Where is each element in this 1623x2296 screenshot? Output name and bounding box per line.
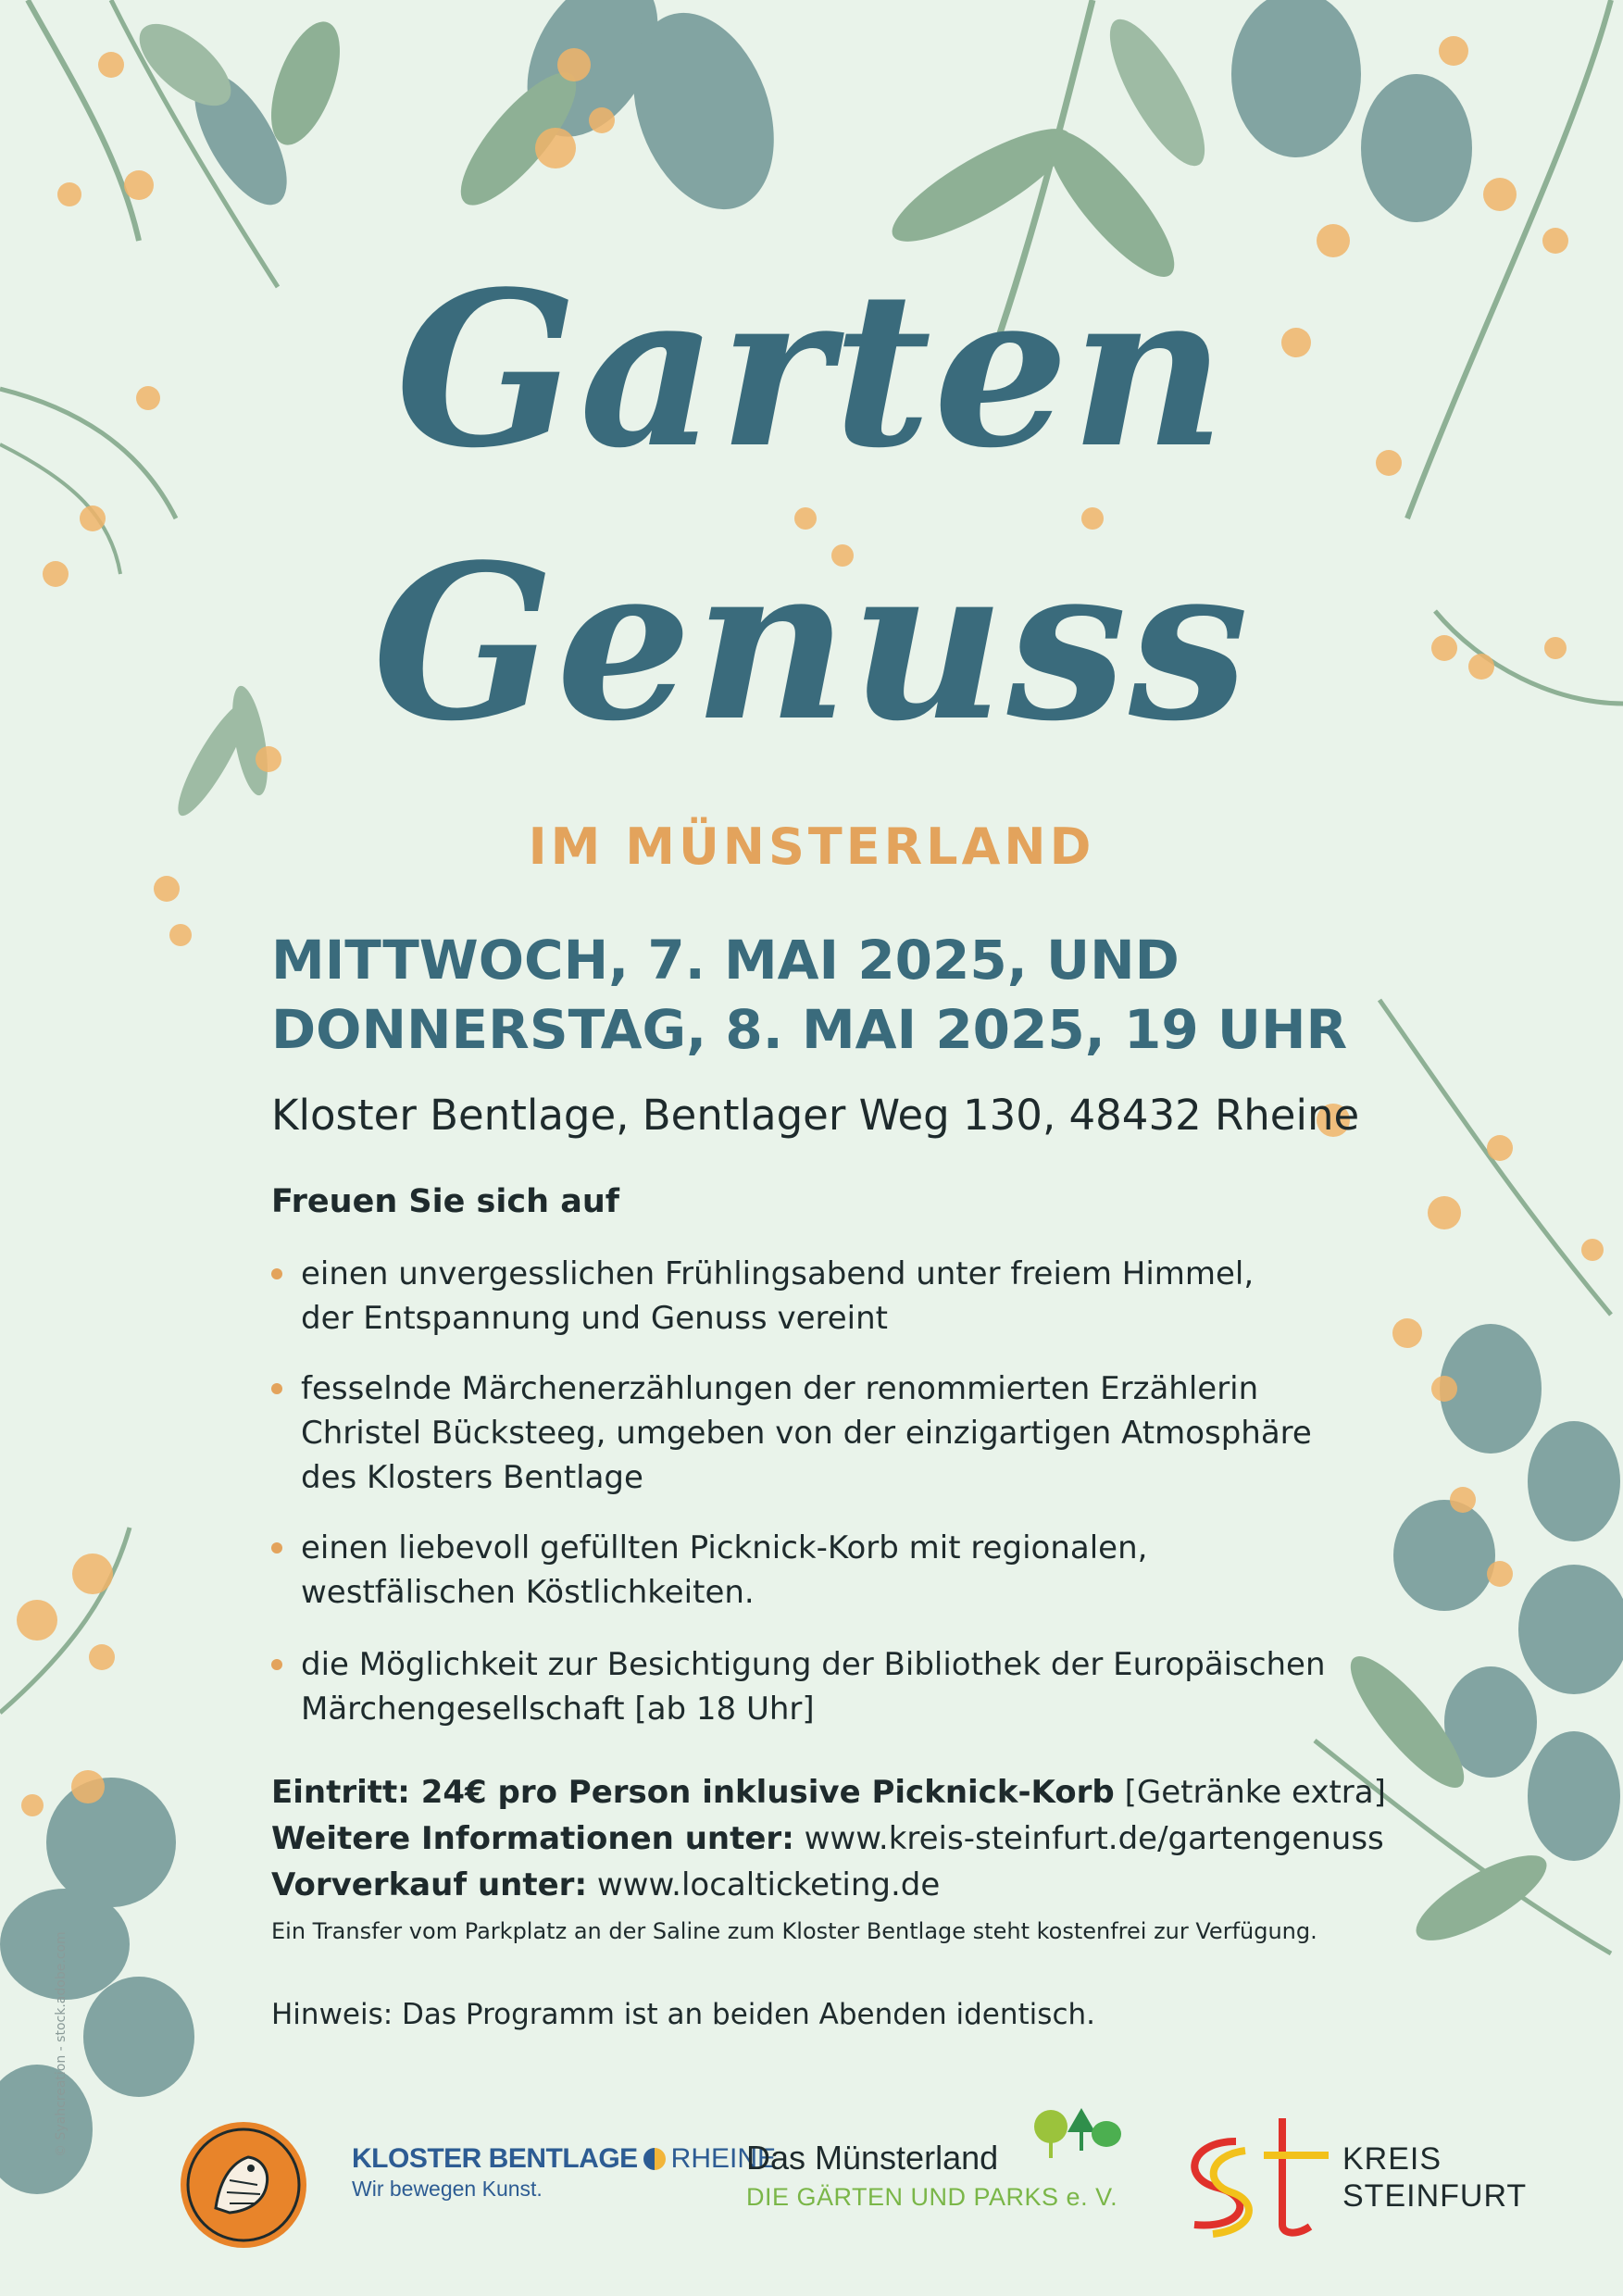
kreis-steinfurt-wordmark xyxy=(1342,2140,1527,2215)
presale-line xyxy=(271,1866,940,1903)
bullet-line: einen unvergesslichen Frühlingsabend unter freiem Himmel, xyxy=(301,1255,1255,1292)
bullet-dot-icon xyxy=(271,1659,282,1670)
kloster-city: RHEINE xyxy=(670,2143,777,2174)
bullet-line: einen liebevoll gefüllten Picknick-Korb mit regionalen, xyxy=(301,1529,1148,1566)
muensterland-subtitle: DIE GÄRTEN UND PARKS e. V. xyxy=(746,2183,1118,2211)
event-date-line-2: DONNERSTAG, 8. MAI 2025, 19 UHR xyxy=(271,998,1348,1061)
kreis-line-2: STEINFURT xyxy=(1342,2178,1528,2214)
poster-subtitle: IM MÜNSTERLAND xyxy=(528,817,1095,876)
poster-title-genuss: Genuss xyxy=(372,518,1251,768)
transfer-note: Ein Transfer vom Parkplatz an der Saline zum Kloster Bentlage steht kostenfrei zur Verfügung. xyxy=(271,1918,1317,1944)
info-line xyxy=(271,1820,1384,1857)
event-date-line-1: MITTWOCH, 7. MAI 2025, UND xyxy=(271,929,1180,992)
program-bullet-3 xyxy=(271,1526,1290,1615)
event-venue: Kloster Bentlage, Bentlager Weg 130, 48432 Rheine xyxy=(271,1091,1360,1140)
info-link[interactable]: www.kreis-steinfurt.de/gartengenuss xyxy=(804,1820,1384,1857)
bullet-dot-icon xyxy=(271,1383,282,1394)
rheine-emblem-icon xyxy=(643,2148,666,2170)
poster-title-garten: Garten xyxy=(395,245,1228,495)
bullet-line: des Klosters Bentlage xyxy=(301,1459,643,1496)
kreis-steinfurt-logo-mark xyxy=(1171,2114,1356,2243)
bullet-line: der Entspannung und Genuss vereint xyxy=(301,1300,888,1337)
program-bullet-2 xyxy=(271,1366,1312,1500)
program-hinweis: Hinweis: Das Programm ist an beiden Abenden identisch. xyxy=(271,1998,1095,2031)
trees-icon xyxy=(1030,2106,1123,2162)
kloster-bentlage-logo xyxy=(352,2143,776,2202)
bullet-dot-icon xyxy=(271,1542,282,1554)
kloster-name: KLOSTER BENTLAGE xyxy=(352,2143,638,2174)
kreis-line-1: KREIS xyxy=(1342,2141,1442,2177)
program-intro: Freuen Sie sich auf xyxy=(271,1183,619,1220)
presale-link[interactable]: www.localticketing.de xyxy=(596,1866,941,1903)
presale-label: Vorverkauf unter: xyxy=(271,1866,588,1903)
image-credit: © Syahcreation - stock.adobe.com xyxy=(54,1931,69,2157)
bullet-dot-icon xyxy=(271,1268,282,1279)
muensterland-name: Das Münsterland xyxy=(746,2139,999,2177)
bullet-line: Christel Bücksteeg, umgeben von der einzigartigen Atmosphäre xyxy=(301,1415,1312,1452)
info-label: Weitere Informationen unter: xyxy=(271,1820,794,1857)
kloster-tagline: Wir bewegen Kunst. xyxy=(352,2177,543,2201)
program-bullet-1 xyxy=(271,1252,1290,1341)
admission-note: [Getränke extra] xyxy=(1124,1774,1386,1811)
bullet-line: fesselnde Märchenerzählungen der renommierten Erzählerin xyxy=(301,1370,1259,1407)
program-bullet-4 xyxy=(271,1642,1326,1731)
admission-line xyxy=(271,1774,1386,1811)
admission-label: Eintritt: 24€ pro Person inklusive Picknick-Korb xyxy=(271,1774,1115,1811)
bullet-line: Märchengesellschaft [ab 18 Uhr] xyxy=(301,1691,815,1728)
kloster-seal-logo xyxy=(179,2120,308,2250)
bullet-line: westfälischen Köstlichkeiten. xyxy=(301,1574,755,1611)
bullet-line: die Möglichkeit zur Besichtigung der Bibliothek der Europäischen xyxy=(301,1646,1326,1683)
